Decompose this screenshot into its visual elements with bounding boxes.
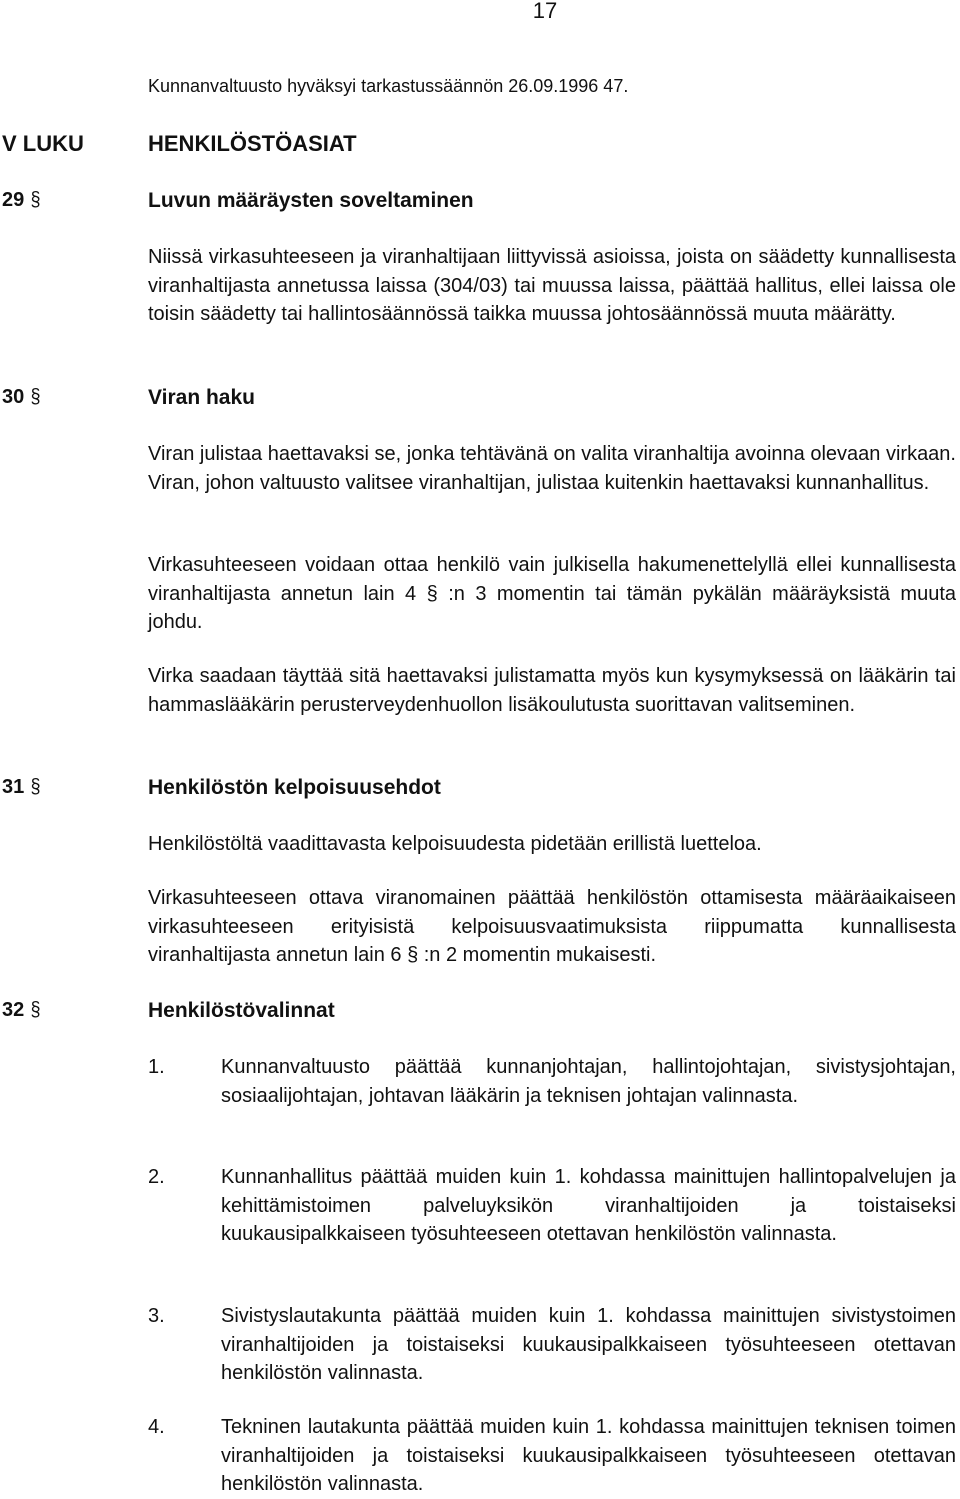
section-sign-icon: § xyxy=(30,776,41,798)
section-30-title: Viran haku xyxy=(148,386,255,409)
list-item-number: 4. xyxy=(148,1416,165,1438)
chapter-label: V LUKU xyxy=(2,131,84,156)
section-30-number: 30 § xyxy=(2,386,41,408)
section-32-title: Henkilöstövalinnat xyxy=(148,999,335,1022)
section-29-number: 29 § xyxy=(2,189,41,211)
chapter-title: HENKILÖSTÖASIAT xyxy=(148,131,357,156)
section-29-paragraph: Niissä virkasuhteeseen ja viranhaltijaan liittyvissä asioissa, joista on säädetty kunnallisesta viranhaltijasta annetussa laissa (304/03) tai muussa laissa, päättää hallitus, ellei laissa ole toisin säädetty tai hallintosäännössä taikka muussa johtosäännössä muuta määrätty. xyxy=(148,246,956,326)
list-item: Kunnanvaltuusto päättää kunnanjohtajan, hallintojohtajan, sivistysjohtajan, sosiaalijohtajan, johtavan lääkärin ja teknisen johtajan valinnasta. xyxy=(221,1056,956,1107)
section-sign-icon: § xyxy=(30,189,41,211)
list-item: Kunnanhallitus päättää muiden kuin 1. kohdassa mainittujen hallintopalvelujen ja kehittämistoimen palveluyksikön viranhaltijoiden ja toistaiseksi kuukausipalkkaiseen työsuhteeseen otettavan henkilöstön valinnasta. xyxy=(221,1166,956,1246)
list-item-number: 2. xyxy=(148,1166,165,1188)
section-sign-icon: § xyxy=(30,999,41,1021)
section-29-title: Luvun määräysten soveltaminen xyxy=(148,189,474,212)
list-item: Tekninen lautakunta päättää muiden kuin 1. kohdassa mainittujen teknisen toimen viranhaltijoiden ja toistaiseksi kuukausipalkkaiseen työsuhteeseen otettavan henkilöstön valinnasta. xyxy=(221,1416,956,1496)
section-30-paragraph-2: Virkasuhteeseen voidaan ottaa henkilö vain julkisella hakumenettelyllä ellei kunnallisesta viranhaltijasta annetun lain 4 § :n 3 momentin tai tämän pykälän määräyksistä muuta johdu. xyxy=(148,554,956,634)
list-item-number: 1. xyxy=(148,1056,165,1078)
section-31-paragraph-2: Virkasuhteeseen ottava viranomainen päättää henkilöstön ottamisesta määräaikaiseen virkasuhteeseen erityisistä kelpoisuusvaatimuksista riippumatta kunnallisesta viranhaltijasta annetun lain 6 § :n 2 momentin mukaisesti. xyxy=(148,887,956,967)
approval-note: Kunnanvaltuusto hyväksyi tarkastussäännön 26.09.1996 47. xyxy=(148,76,629,96)
list-item: Sivistyslautakunta päättää muiden kuin 1. kohdassa mainittujen sivistystoimen viranhaltijoiden ja toistaiseksi kuukausipalkkaiseen työsuhteeseen otettavan henkilöstön valinnasta. xyxy=(221,1305,956,1385)
section-31-title: Henkilöstön kelpoisuusehdot xyxy=(148,776,441,799)
section-31-number: 31 § xyxy=(2,776,41,798)
section-sign-icon: § xyxy=(30,386,41,408)
section-30-paragraph-3: Virka saadaan täyttää sitä haettavaksi julistamatta myös kun kysymyksessä on lääkärin tai hammaslääkärin perusterveydenhuollon lisäkoulutusta suorittavan valitseminen. xyxy=(148,665,956,716)
page-number: 17 xyxy=(532,0,558,23)
list-item-number: 3. xyxy=(148,1305,165,1327)
section-30-paragraph-1: Viran julistaa haettavaksi se, jonka tehtävänä on valita viranhaltija avoinna olevaan virkaan. Viran, johon valtuusto valitsee viranhaltijan, julistaa kuitenkin haettavaksi kunnanhallitus. xyxy=(148,443,956,494)
section-32-number: 32 § xyxy=(2,999,41,1021)
section-31-paragraph-1: Henkilöstöltä vaadittavasta kelpoisuudesta pidetään erillistä luetteloa. xyxy=(148,833,762,855)
